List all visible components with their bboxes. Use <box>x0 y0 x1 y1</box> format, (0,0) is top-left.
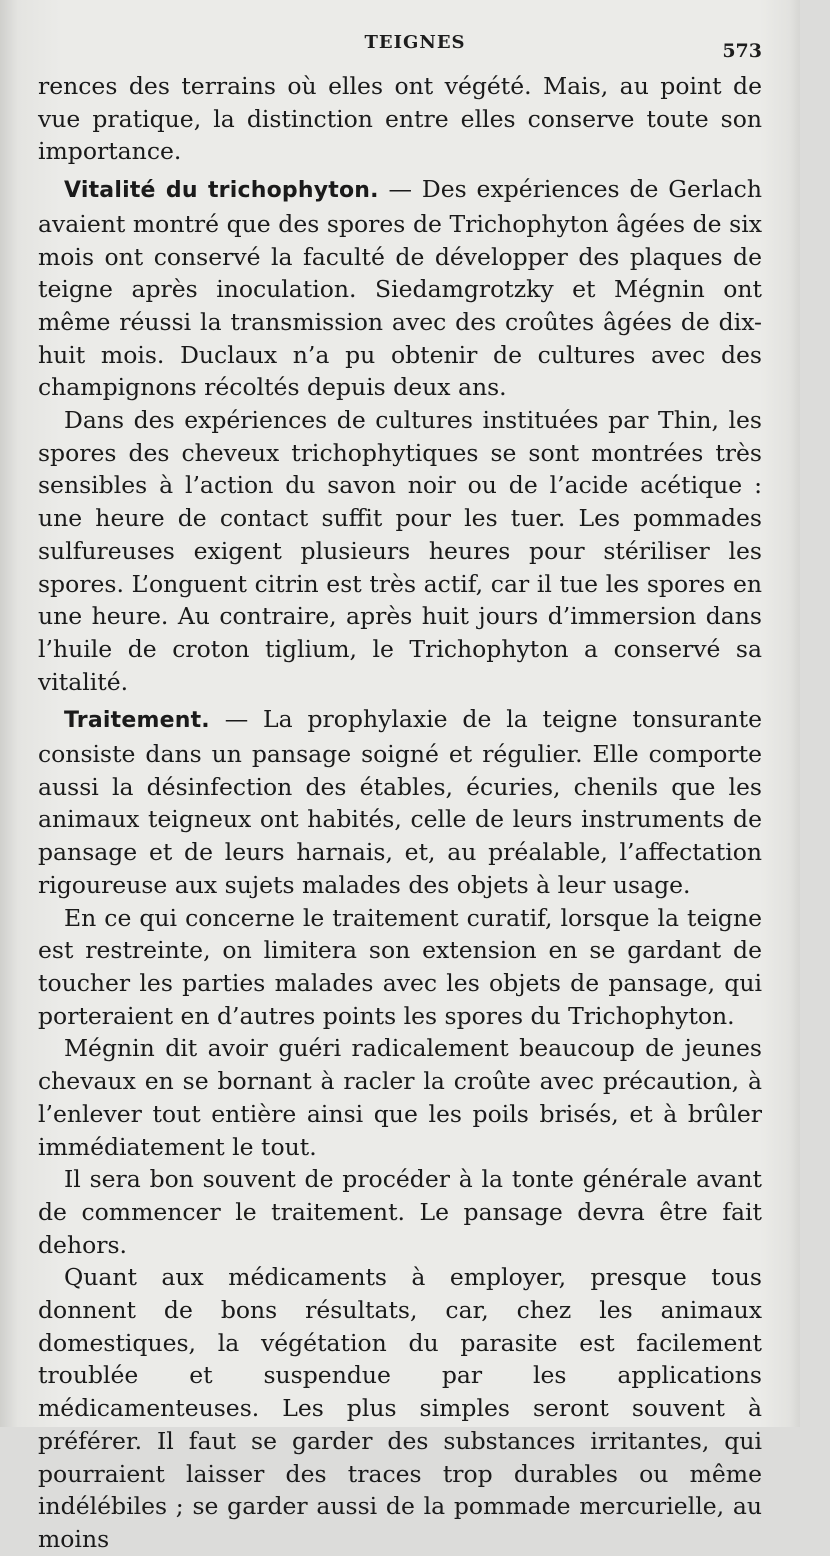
paragraph <box>38 1261 762 1555</box>
paragraph <box>38 404 762 698</box>
section-heading: Vitalité du trichophyton. <box>64 178 379 204</box>
body-text <box>38 70 762 1556</box>
paragraph-text: En ce qui concerne le traitement curatif, lorsque la teigne est restreinte, on limitera son extension en se gardant de toucher les parties malades avec les objets de pansage, qui porteraient en d’autres points les spores du Trichophyton. <box>38 903 762 1030</box>
page-number: 573 <box>722 40 762 62</box>
paragraph-text: Il sera bon souvent de procéder à la tonte générale avant de commencer le traitement. Le pansage devra être fait dehors. <box>38 1165 762 1259</box>
paragraph <box>38 1163 762 1261</box>
running-head <box>0 32 800 62</box>
section-heading: Traitement. <box>64 708 210 734</box>
paragraph <box>38 173 762 404</box>
paragraph-text: Quant aux médicaments à employer, presque tous donnent de bons résultats, car, chez les animaux domestiques, la végétation du parasite est facilement troublée et suspendue par les applications médicamenteuses. Les plus simples seront souvent à préférer. Il faut se garder des substances irritantes, qui pourraient laisser des traces trop durables ou même indélébiles ; se garder aussi de la pommade mercurielle, au moins <box>38 1263 762 1553</box>
paragraph-text: — La prophylaxie de la teigne tonsurante consiste dans un pansage soigné et régulier. Elle comporte aussi la désinfection des étables, écuries, chenils que les animaux teigneux ont habités, celle de leurs instruments de pansage et de leurs harnais, et, au préalable, l’affectation rigoureuse aux sujets malades des objets à leur usage. <box>38 705 762 899</box>
paragraph-text: — Des expériences de Gerlach avaient montré que des spores de Trichophyton âgées de six mois ont conservé la faculté de développer des plaques de teigne après inoculation. Siedamgrotzky et Mégnin ont même réussi la transmission avec des croûtes âgées de dix-huit mois. Duclaux n’a pu obtenir de cultures avec des champignons récoltés depuis deux ans. <box>38 175 762 402</box>
paragraph-text: Dans des expériences de cultures instituées par Thin, les spores des cheveux trichophytiques se sont montrées très sensibles à l’action du savon noir ou de l’acide acétique : une heure de contact suffit pour les tuer. Les pommades sulfureuses exigent plusieurs heures pour stériliser les spores. L’onguent citrin est très actif, car il tue les spores en une heure. Au contraire, après huit jours d’immersion dans l’huile de croton tiglium, le Trichophyton a conservé sa vitalité. <box>38 406 762 696</box>
paragraph <box>38 1032 762 1163</box>
paragraph-text: Mégnin dit avoir guéri radicalement beaucoup de jeunes chevaux en se bornant à racler la croûte avec précaution, à l’enlever tout entière ainsi que les poils brisés, et à brûler immédiatement le tout. <box>38 1034 762 1161</box>
paragraph <box>38 703 762 901</box>
paragraph-text: rences des terrains où elles ont végété. Mais, au point de vue pratique, la distinction entre elles conserve toute son importance. <box>38 72 762 166</box>
paragraph <box>38 70 762 168</box>
paragraph <box>38 902 762 1033</box>
running-title: TEIGNES <box>364 32 466 53</box>
